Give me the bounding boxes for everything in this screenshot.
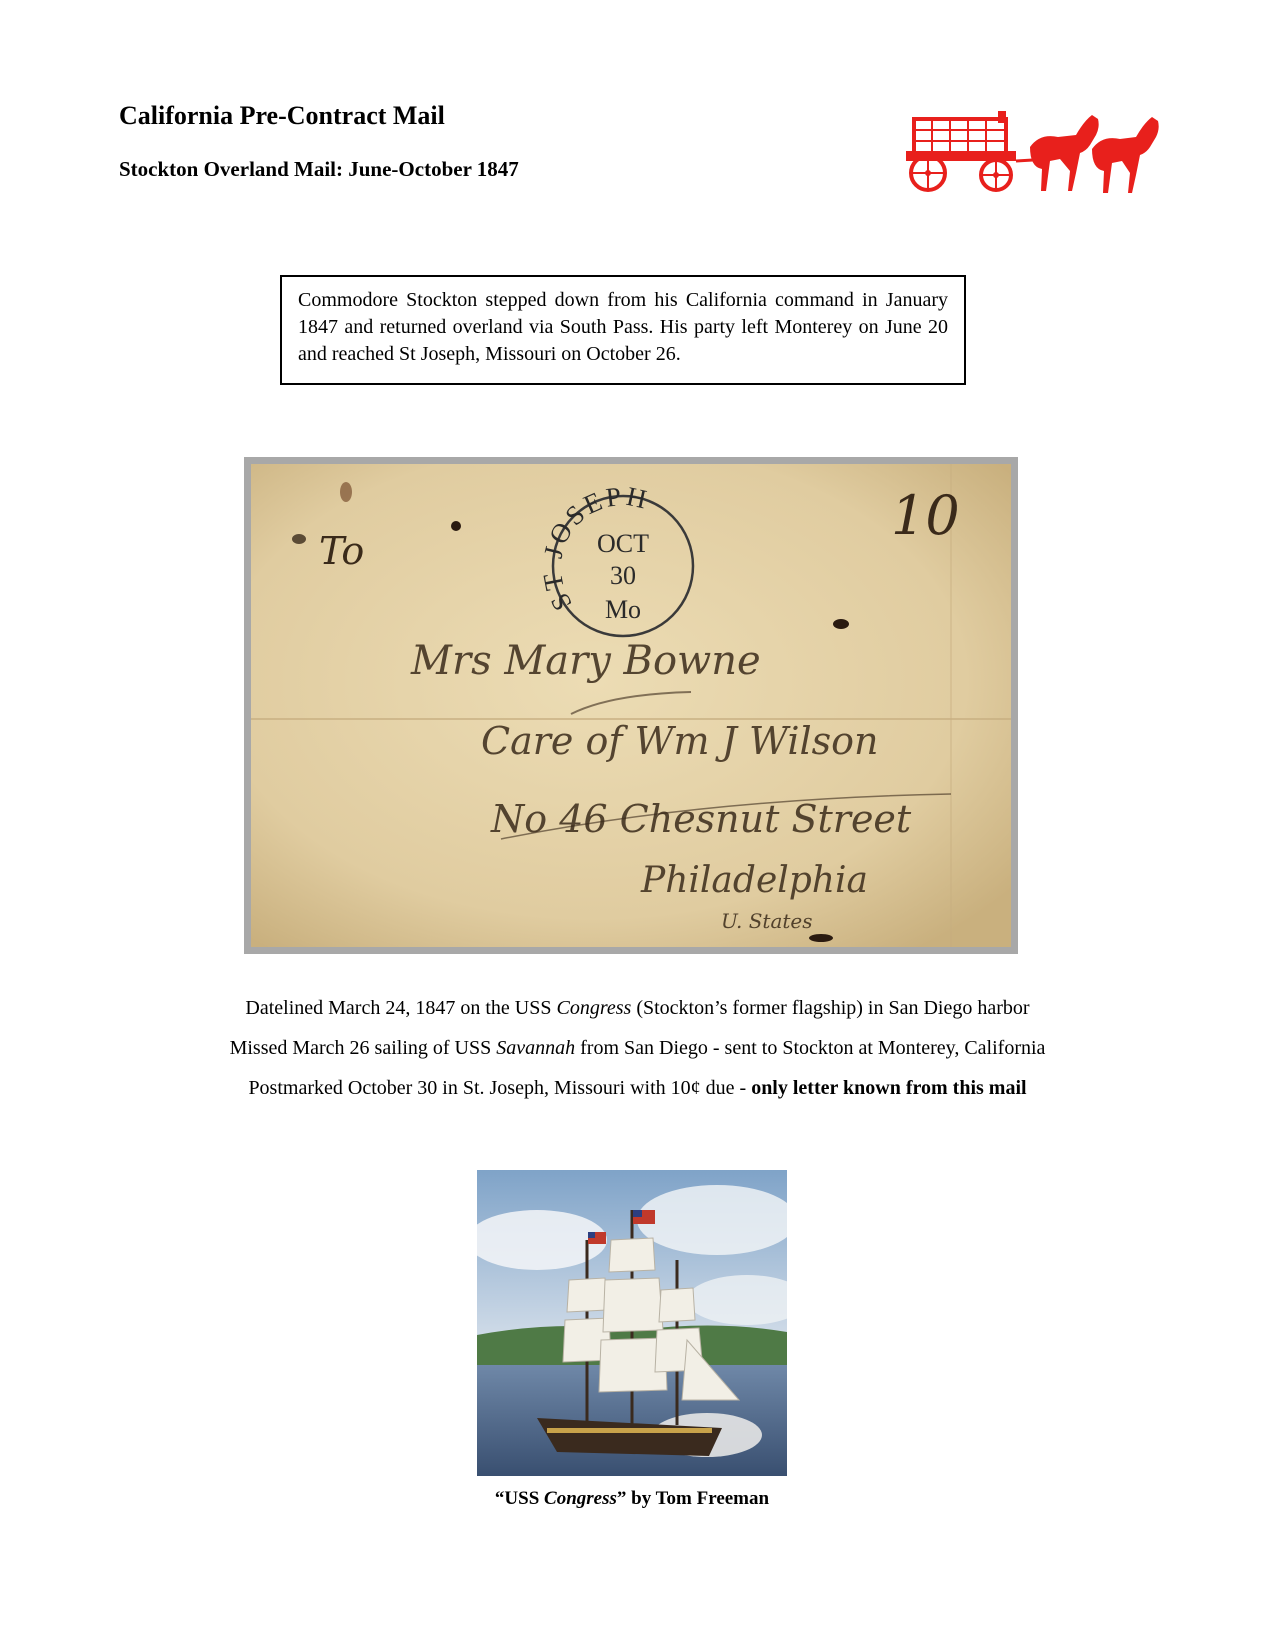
caption-line-1: Datelined March 24, 1847 on the USS Congress (Stockton’s former flagship) in San Diego harbor — [245, 997, 1030, 1019]
caption-line-2: Missed March 26 sailing of USS Savannah from San Diego - sent to Stockton at Monterey, California — [229, 1037, 1046, 1059]
postmark-day: 30 — [610, 561, 636, 590]
to-marking: To — [319, 529, 365, 573]
uss-congress-painting — [477, 1170, 787, 1476]
address-line-1: Mrs Mary Bowne — [411, 638, 761, 684]
ship-name-savannah: Savannah — [496, 1037, 576, 1059]
ship-name-congress: Congress — [556, 997, 632, 1019]
ink-dot — [451, 521, 461, 531]
postmark-month: OCT — [597, 529, 649, 558]
postmark-state: Mo — [604, 595, 642, 624]
caption-emphasis: only letter known from this mail — [751, 1077, 1027, 1099]
page-subtitle: Stockton Overland Mail: June-October 1847 — [119, 157, 519, 181]
address-line-5: U. States — [721, 909, 813, 933]
intro-text-box: Commodore Stockton stepped down from his California command in January 1847 and returned overland via South Pass. His party left Monterey on June 20 and reached St Joseph, Missouri on October 26. — [280, 275, 966, 385]
cover-captions — [120, 994, 1155, 1114]
rate-due-marking: 10 — [891, 484, 960, 547]
painting-credit: “USS Congress” by Tom Freeman — [494, 1488, 770, 1509]
stagecoach-logo — [900, 111, 1162, 196]
address-line-3: No 46 Chesnut Street — [491, 797, 912, 841]
postmark-town: ST JOSEPH — [536, 480, 653, 616]
page-title: California Pre-Contract Mail — [119, 101, 445, 130]
address-line-4: Philadelphia — [641, 860, 868, 901]
address-line-2: Care of Wm J Wilson — [481, 719, 879, 763]
stampless-cover — [251, 464, 1011, 947]
ink-stain — [340, 482, 352, 502]
cover-image-frame — [244, 457, 1018, 954]
caption-line-3: Postmarked October 30 in St. Joseph, Missouri with 10¢ due - only letter known from this mail — [248, 1077, 1027, 1099]
